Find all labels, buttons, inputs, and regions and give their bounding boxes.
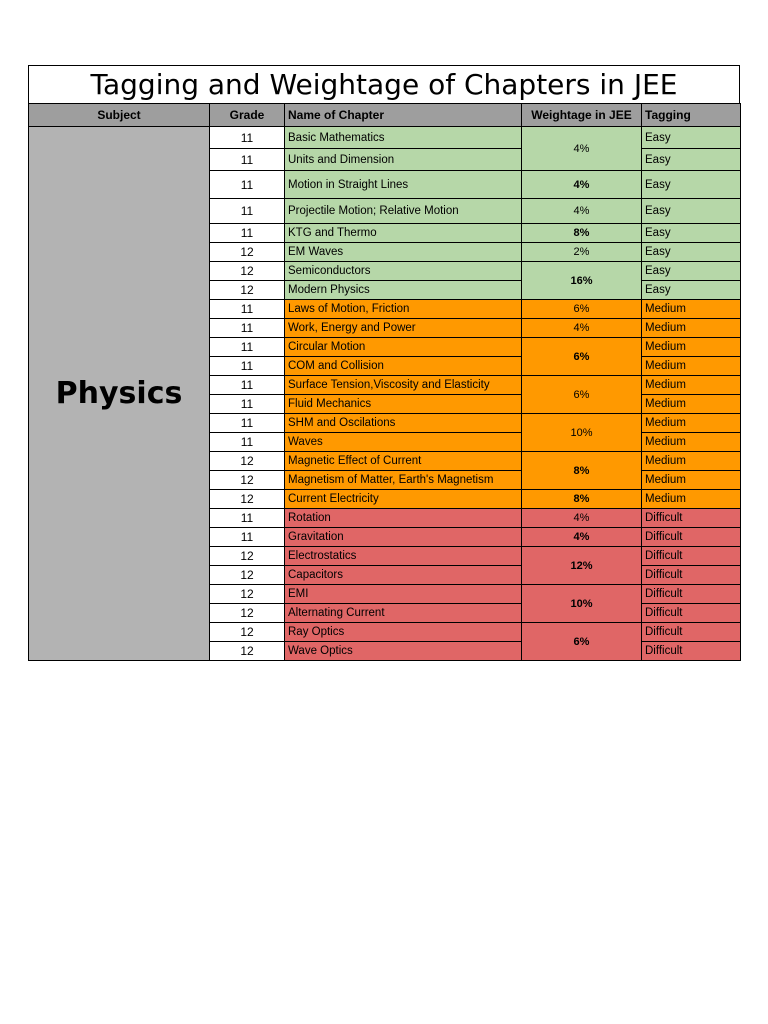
grade-cell: 11: [210, 319, 285, 338]
grade-cell: 11: [210, 509, 285, 528]
grade-cell: 11: [210, 338, 285, 357]
grade-cell: 11: [210, 357, 285, 376]
tagging-cell: Medium: [642, 471, 741, 490]
header-chapter: Name of Chapter: [285, 104, 522, 127]
weightage-cell: 6%: [522, 300, 642, 319]
tagging-cell: Medium: [642, 300, 741, 319]
chapter-cell: Motion in Straight Lines: [285, 171, 522, 199]
header-grade: Grade: [210, 104, 285, 127]
tagging-cell: Medium: [642, 357, 741, 376]
chapter-cell: Surface Tension,Viscosity and Elasticity: [285, 376, 522, 395]
chapter-cell: Basic Mathematics: [285, 127, 522, 149]
grade-cell: 12: [210, 604, 285, 623]
header-row: [29, 104, 741, 127]
chapter-cell: Circular Motion: [285, 338, 522, 357]
grade-cell: 12: [210, 262, 285, 281]
chapter-cell: SHM and Oscilations: [285, 414, 522, 433]
tagging-cell: Medium: [642, 338, 741, 357]
tagging-cell: Difficult: [642, 604, 741, 623]
chapter-cell: Ray Optics: [285, 623, 522, 642]
table-row: [29, 127, 741, 149]
chapter-cell: Modern Physics: [285, 281, 522, 300]
grade-cell: 12: [210, 281, 285, 300]
weightage-cell: 8%: [522, 224, 642, 243]
weightage-cell: 6%: [522, 623, 642, 661]
chapter-cell: Alternating Current: [285, 604, 522, 623]
chapter-table: [28, 103, 741, 661]
tagging-cell: Difficult: [642, 509, 741, 528]
grade-cell: 11: [210, 395, 285, 414]
grade-cell: 12: [210, 547, 285, 566]
tagging-cell: Difficult: [642, 566, 741, 585]
tagging-cell: Difficult: [642, 528, 741, 547]
chapter-cell: EM Waves: [285, 243, 522, 262]
chapter-cell: Wave Optics: [285, 642, 522, 661]
weightage-cell: 6%: [522, 376, 642, 414]
chapter-cell: Capacitors: [285, 566, 522, 585]
tagging-cell: Difficult: [642, 585, 741, 604]
header-tagging: Tagging: [642, 104, 741, 127]
tagging-cell: Medium: [642, 395, 741, 414]
table-body: [29, 127, 741, 661]
tagging-cell: Difficult: [642, 642, 741, 661]
chapter-cell: Fluid Mechanics: [285, 395, 522, 414]
chapter-cell: Magnetic Effect of Current: [285, 452, 522, 471]
tagging-cell: Easy: [642, 171, 741, 199]
grade-cell: 12: [210, 642, 285, 661]
tagging-cell: Medium: [642, 433, 741, 452]
weightage-cell: 12%: [522, 547, 642, 585]
chapter-cell: Rotation: [285, 509, 522, 528]
tagging-cell: Medium: [642, 376, 741, 395]
subject-cell: Physics: [29, 127, 210, 661]
grade-cell: 12: [210, 471, 285, 490]
tagging-cell: Medium: [642, 414, 741, 433]
chapter-cell: Semiconductors: [285, 262, 522, 281]
weightage-cell: 4%: [522, 319, 642, 338]
grade-cell: 11: [210, 376, 285, 395]
weightage-cell: 4%: [522, 528, 642, 547]
chapter-cell: Current Electricity: [285, 490, 522, 509]
chapter-cell: Units and Dimension: [285, 149, 522, 171]
grade-cell: 12: [210, 452, 285, 471]
chapter-cell: Electrostatics: [285, 547, 522, 566]
weightage-cell: 4%: [522, 509, 642, 528]
weightage-cell: 4%: [522, 127, 642, 171]
tagging-cell: Easy: [642, 281, 741, 300]
grade-cell: 11: [210, 127, 285, 149]
weightage-cell: 6%: [522, 338, 642, 376]
chapter-cell: Magnetism of Matter, Earth's Magnetism: [285, 471, 522, 490]
chapter-cell: EMI: [285, 585, 522, 604]
grade-cell: 11: [210, 300, 285, 319]
grade-cell: 11: [210, 171, 285, 199]
tagging-cell: Easy: [642, 127, 741, 149]
weightage-cell: 10%: [522, 414, 642, 452]
grade-cell: 11: [210, 414, 285, 433]
chapter-sheet: [28, 65, 740, 661]
chapter-cell: KTG and Thermo: [285, 224, 522, 243]
chapter-cell: Projectile Motion; Relative Motion: [285, 199, 522, 224]
grade-cell: 11: [210, 149, 285, 171]
tagging-cell: Difficult: [642, 623, 741, 642]
weightage-cell: 16%: [522, 262, 642, 300]
grade-cell: 11: [210, 224, 285, 243]
header-subject: Subject: [29, 104, 210, 127]
tagging-cell: Easy: [642, 224, 741, 243]
chapter-cell: Work, Energy and Power: [285, 319, 522, 338]
weightage-cell: 2%: [522, 243, 642, 262]
tagging-cell: Easy: [642, 149, 741, 171]
tagging-cell: Easy: [642, 199, 741, 224]
grade-cell: 11: [210, 433, 285, 452]
weightage-cell: 4%: [522, 199, 642, 224]
tagging-cell: Medium: [642, 490, 741, 509]
grade-cell: 12: [210, 566, 285, 585]
weightage-cell: 8%: [522, 452, 642, 490]
weightage-cell: 8%: [522, 490, 642, 509]
tagging-cell: Easy: [642, 262, 741, 281]
chapter-cell: Gravitation: [285, 528, 522, 547]
tagging-cell: Difficult: [642, 547, 741, 566]
grade-cell: 12: [210, 585, 285, 604]
page-title: Tagging and Weightage of Chapters in JEE: [28, 65, 740, 103]
chapter-cell: Laws of Motion, Friction: [285, 300, 522, 319]
tagging-cell: Medium: [642, 452, 741, 471]
grade-cell: 12: [210, 623, 285, 642]
weightage-cell: 10%: [522, 585, 642, 623]
tagging-cell: Easy: [642, 243, 741, 262]
weightage-cell: 4%: [522, 171, 642, 199]
grade-cell: 12: [210, 243, 285, 262]
header-weightage: Weightage in JEE: [522, 104, 642, 127]
grade-cell: 12: [210, 490, 285, 509]
chapter-cell: Waves: [285, 433, 522, 452]
grade-cell: 11: [210, 528, 285, 547]
chapter-cell: COM and Collision: [285, 357, 522, 376]
tagging-cell: Medium: [642, 319, 741, 338]
grade-cell: 11: [210, 199, 285, 224]
